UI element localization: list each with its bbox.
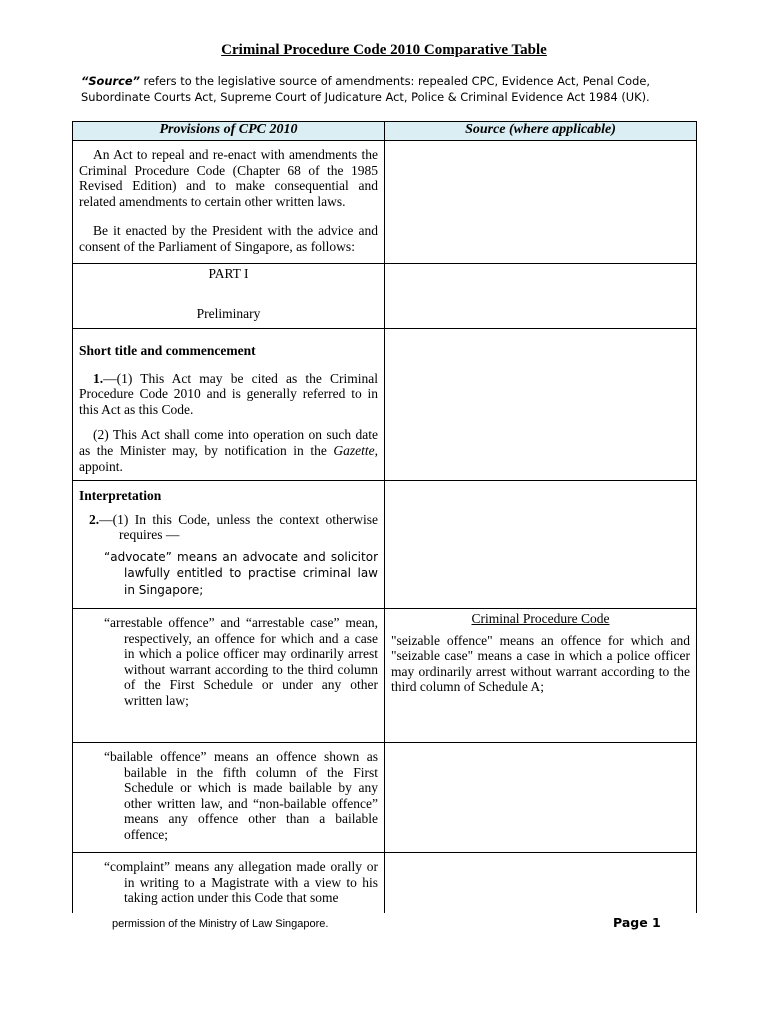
table-row xyxy=(73,609,697,743)
source-cell xyxy=(385,853,697,914)
table-viewport xyxy=(0,121,768,913)
section-heading: Interpretation xyxy=(79,488,162,503)
source-heading: Criminal Procedure Code xyxy=(471,611,610,626)
gazette-italic: Gazette xyxy=(333,442,375,458)
section-1-subsection-2 xyxy=(79,427,378,474)
table-header-row xyxy=(73,122,697,141)
section-text: —(1) In this Code, unless the context otherwise requires — xyxy=(99,511,378,543)
source-cell xyxy=(385,609,697,743)
table-row xyxy=(73,329,697,481)
source-seizable-offence: "seizable offence" means an offence for which and "seizable case" means a case in which a police officer may ordinarily arrest without warrant according to the third column of Schedule A; xyxy=(391,632,690,695)
definition-arrestable-offence: “arrestable offence” and “arrestable case” mean, respectively, an offence for which and a case in which a police officer may ordinarily arrest without warrant according to the third column of the First Schedule or under any other written law; xyxy=(104,615,378,708)
definition-advocate: “advocate” means an advocate and solicitor lawfully entitled to practise criminal law in Singapore; xyxy=(104,549,378,597)
provision-cell xyxy=(73,743,385,853)
source-cell xyxy=(385,743,697,853)
preamble-text: An Act to repeal and re-enact with amendments the Criminal Procedure Code (Chapter 68 of the 1985 Revised Edition) and to make consequential and related amendments to certain other written laws. xyxy=(79,147,378,209)
source-cell xyxy=(385,141,697,264)
table-row xyxy=(73,853,697,914)
provision-cell xyxy=(73,609,385,743)
column-header-source: Source (where applicable) xyxy=(385,122,697,141)
source-note-text: refers to the legislative source of amendments: repealed CPC, Evidence Act, Penal Code, Subordinate Courts Act, Supreme Court of Judicature Act, Police & Criminal Evidence Act 1984 (UK). xyxy=(81,74,650,104)
table-row xyxy=(73,481,697,609)
part-title: Preliminary xyxy=(196,305,261,321)
enacting-text: Be it enacted by the President with the advice and consent of the Parliament of Singapore, as follows: xyxy=(79,223,378,254)
provision-cell xyxy=(73,853,385,914)
definition-bailable-offence: “bailable offence” means an offence shown as bailable in the fifth column of the First Schedule or which is made bailable by any other written law, and “non-bailable offence” means any offence other than a bailable offence; xyxy=(104,749,378,842)
definition-complaint: “complaint” means any allegation made orally or in writing to a Magistrate with a view to his taking action under this Code that some xyxy=(104,859,378,906)
section-2-subsection-1 xyxy=(79,512,378,543)
source-cell xyxy=(385,264,697,329)
source-cell xyxy=(385,481,697,609)
section-heading: Short title and commencement xyxy=(79,343,256,358)
provision-cell xyxy=(73,141,385,264)
section-text: , appoint. xyxy=(79,442,378,474)
provision-cell xyxy=(73,329,385,481)
section-number: 1. xyxy=(93,370,104,386)
section-1-subsection-1 xyxy=(79,371,378,418)
section-text: —(1) This Act may be cited as the Criminal Procedure Code 2010 and is generally referred to in this Act as this Code. xyxy=(79,370,378,417)
table-row xyxy=(73,141,697,264)
part-number: PART I xyxy=(208,266,249,281)
page-number: Page 1 xyxy=(613,915,661,930)
section-text: (2) This Act shall come into operation on such date as the Minister may, by notification in the xyxy=(79,427,378,458)
section-number: 2. xyxy=(89,511,100,527)
table-row xyxy=(73,743,697,853)
footer-permission: permission of the Ministry of Law Singapore. xyxy=(112,918,329,930)
source-cell xyxy=(385,329,697,481)
table-row xyxy=(73,264,697,329)
document-title: Criminal Procedure Code 2010 Comparative Table xyxy=(221,42,547,58)
provision-cell xyxy=(73,481,385,609)
provision-cell xyxy=(73,264,385,329)
source-note-term: “Source” xyxy=(81,74,140,88)
source-note xyxy=(81,73,701,105)
comparative-table xyxy=(72,121,697,913)
column-header-provisions: Provisions of CPC 2010 xyxy=(73,122,385,141)
